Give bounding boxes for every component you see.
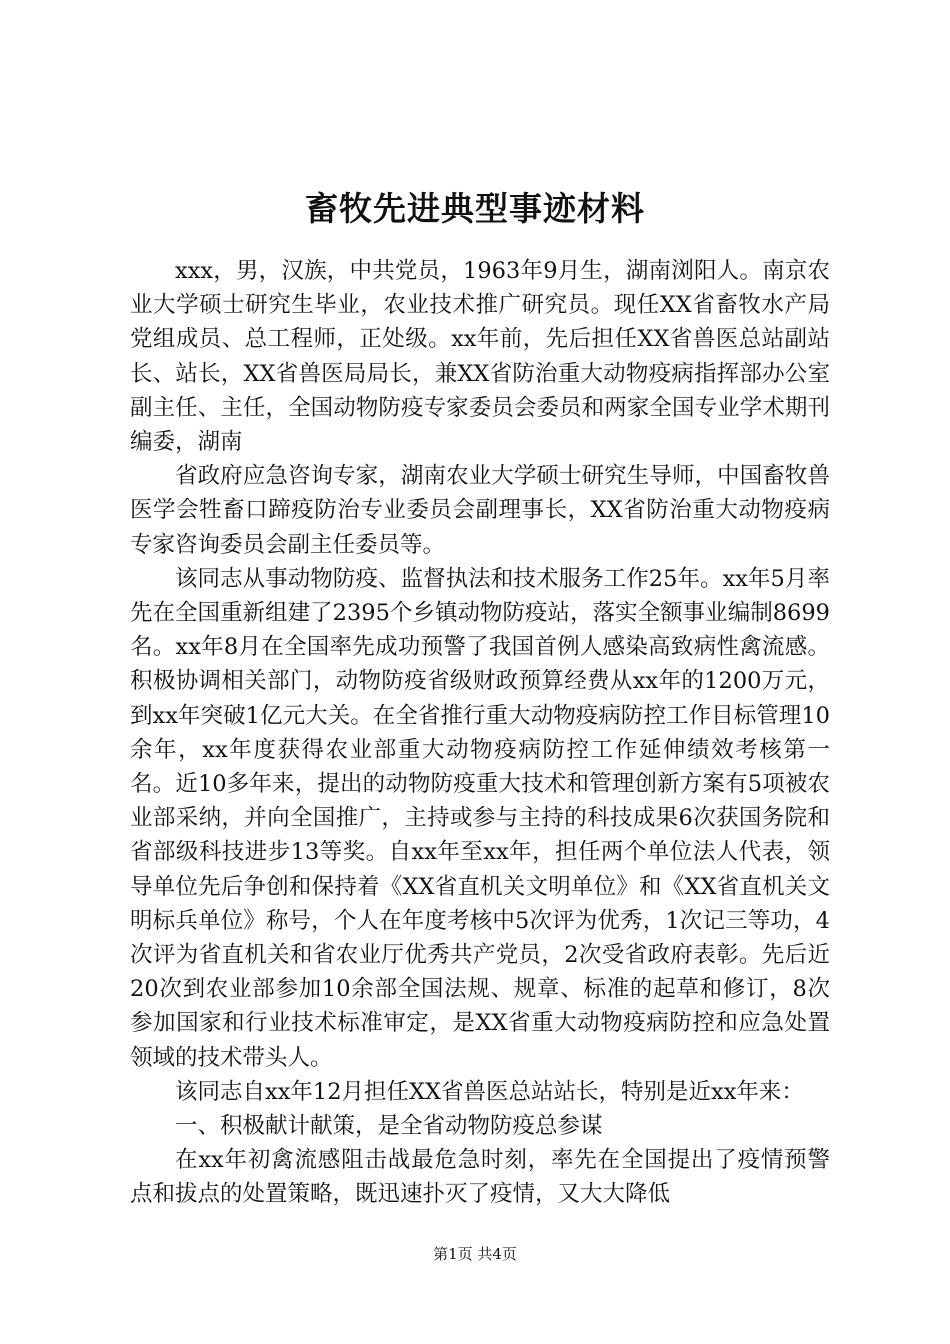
- section-heading-1: 一、积极献计献策，是全省动物防疫总参谋: [175, 1113, 603, 1140]
- paragraph-2: 省政府应急咨询专家，湖南农业大学硕士研究生导师，中国畜牧兽医学会牲畜口蹄疫防治专业委员会副理事长，XX省防治重大动物疫病专家咨询委员会副主任委员等。: [130, 463, 830, 558]
- paragraph-4: 该同志自xx年12月担任XX省兽医总站站长，特别是近xx年来：: [175, 1078, 804, 1105]
- page-number-footer: 第1页 共4页: [433, 1245, 517, 1263]
- paragraph-1: xxx，男，汉族，中共党员，1963年9月生，湖南浏阳人。南京农业大学硕士研究生毕业，农业技术推广研究员。现任XX省畜牧水产局党组成员、总工程师，正处级。xx年前，先后担任XX省兽医总站副站长、站长，XX省兽医局局长，兼XX省防治重大动物疫病指挥部办公室副主任、主任，全国动物防疫专家委员会委员和两家全国专业学术期刊编委，湖南: [130, 258, 830, 456]
- document-title: 畜牧先进典型事迹材料: [305, 189, 645, 228]
- paragraph-5: 在xx年初禽流感阻击战最危急时刻，率先在全国提出了疫情预警点和拔点的处置策略，既迅速扑灭了疫情，又大大降低: [130, 1147, 830, 1208]
- document-body: [130, 254, 830, 1212]
- paragraph-3: 该同志从事动物防疫、监督执法和技术服务工作25年。xx年5月率先在全国重新组建了2395个乡镇动物防疫站，落实全额事业编制8699名。xx年8月在全国率先成功预警了我国首例人感染高致病性禽流感。积极协调相关部门，动物防疫省级财政预算经费从xx年的1200万元，到xx年突破1亿元大关。在全省推行重大动物疫病防控工作目标管理10余年，xx年度获得农业部重大动物疫病防控工作延伸绩效考核第一名。近10多年来，提出的动物防疫重大技术和管理创新方案有5项被农业部采纳，并向全国推广，主持或参与主持的科技成果6次获国务院和省部级科技进步13等奖。自xx年至xx年，担任两个单位法人代表，领导单位先后争创和保持着《XX省直机关文明单位》和《XX省直机关文明标兵单位》称号，个人在年度考核中5次评为优秀，1次记三等功，4次评为省直机关和省农业厅优秀共产党员，2次受省政府表彰。先后近20次到农业部参加10余部全国法规、规章、标准的起草和修订，8次参加国家和行业技术标准审定，是XX省重大动物疫病防控和应急处置领域的技术带头人。: [130, 565, 830, 1071]
